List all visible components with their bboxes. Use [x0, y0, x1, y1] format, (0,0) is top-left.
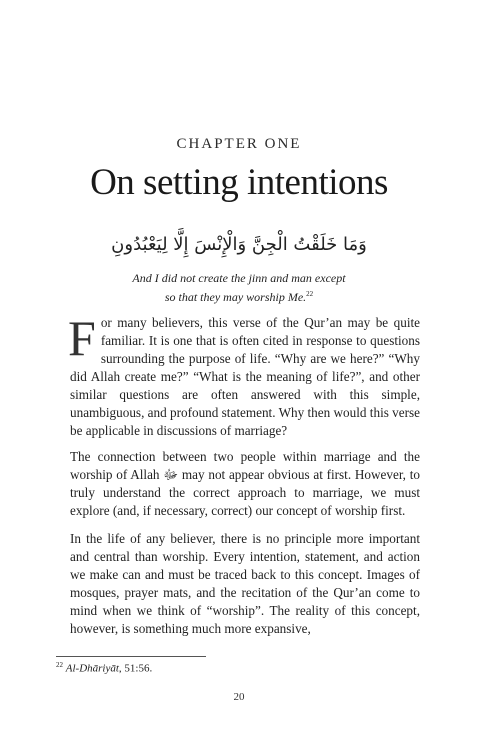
footnote-reference[interactable]: 22 — [306, 290, 314, 298]
footnote-number: 22 — [56, 661, 63, 669]
verse-translation-line-2 — [0, 286, 478, 305]
verse-translation — [0, 270, 478, 305]
footnote-source: Al-Dhāriyāt — [65, 662, 119, 675]
chapter-label: CHAPTER ONE — [176, 136, 302, 152]
verse-translation-line-1: And I did not create the jinn and man except — [132, 271, 346, 285]
footnote-reference-text: , 51:56. — [118, 662, 153, 675]
chapter-title: On setting intentions — [90, 162, 388, 203]
paragraph-1 — [68, 310, 420, 440]
drop-cap: F — [68, 310, 96, 366]
footnote-divider — [56, 656, 206, 657]
page-number: 20 — [233, 691, 245, 703]
verse-translation-line-2-text: so that they may worship Me. — [164, 290, 307, 304]
footnote — [56, 661, 152, 675]
paragraph-1-text: or many believers, this verse of the Qur’an may be quite familiar. It is one that is often cited in response to questions surrounding the purpose of life. “Why are we here?” “Why did Allah create me?” “What is the meaning of life?”, and other similar questions are often answered with this simple, unambiguous, and profound statement. Why then would this verse be applicable in discussions of marriage? — [70, 315, 420, 438]
paragraph-2: The connection between two people within marriage and the worship of Allah ﷻ may not appear obvious at first. However, to truly understand the correct approach to marriage, we must explore (and, if necessary, correct) our concept of worship first. — [70, 449, 420, 518]
arabic-verse: وَمَا خَلَقْتُ الْجِنَّ وَالْإِنْسَ إِلَّا لِيَعْبُدُونِ — [111, 234, 367, 255]
paragraph-3: In the life of any believer, there is no principle more important and central than worship. Every intention, statement, and action we make can and must be traced back to this concept. Images of mosques, prayer mats, and the recitation of the Qur’an come to mind when we think of “worship”. The reality of this concept, however, is something much more expansive, — [70, 531, 420, 636]
